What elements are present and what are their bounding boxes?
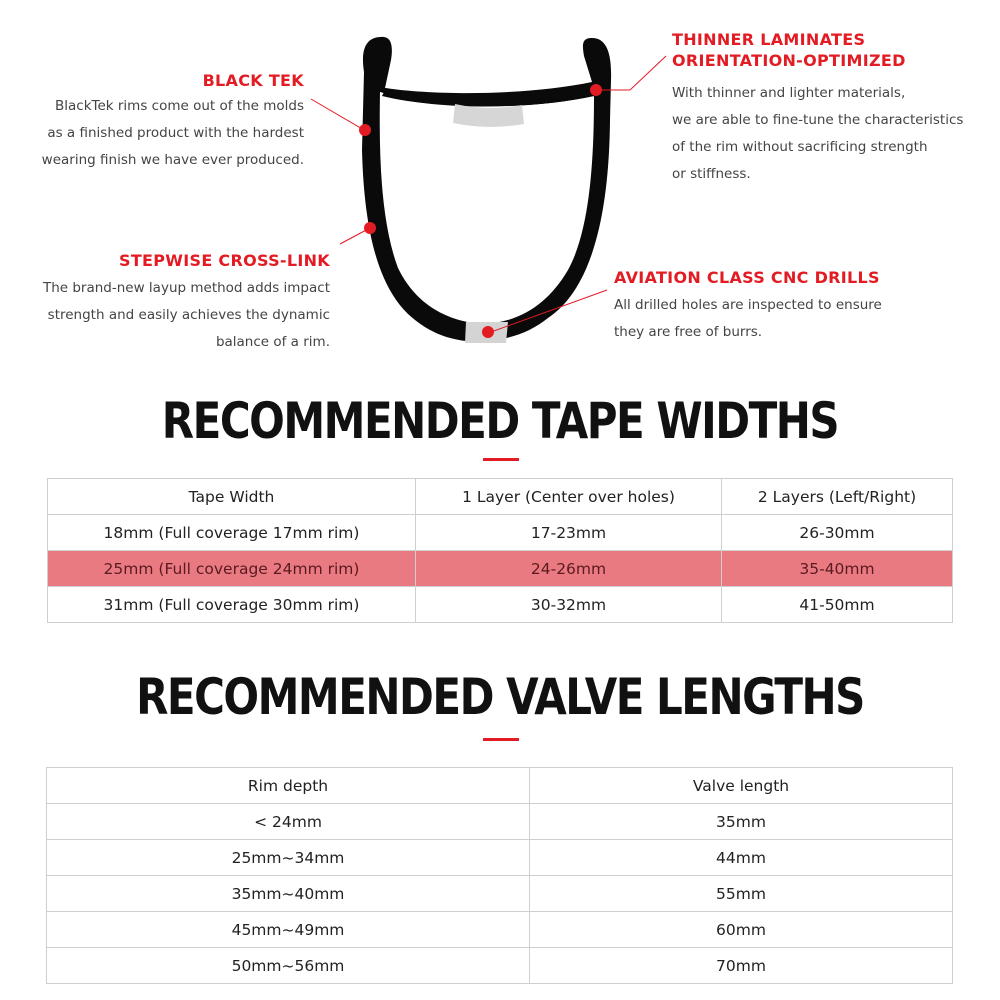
callout-body-thinner xyxy=(672,80,963,188)
rim-top-band xyxy=(453,104,524,127)
callout-title-thinner xyxy=(672,29,906,71)
valve-lengths-heading: RECOMMENDED VALVE LENGTHS xyxy=(136,668,864,726)
table-cell: 70mm xyxy=(530,948,953,984)
callout-line: of the rim without sacrificing strength xyxy=(672,139,928,155)
callout-line: The brand-new layup method adds impact xyxy=(42,280,330,296)
table-row xyxy=(47,912,953,948)
table-cell: 24-26mm xyxy=(416,551,722,587)
callout-body-black-tek xyxy=(42,93,304,174)
marker-dot-aviation xyxy=(482,326,494,338)
callout-line: strength and easily achieves the dynamic xyxy=(47,307,330,323)
callout-line: as a finished product with the hardest xyxy=(47,125,304,141)
table-row xyxy=(47,876,953,912)
callout-line: we are able to fine-tune the characteristics xyxy=(672,112,964,128)
tape-widths-table xyxy=(47,478,953,623)
table-cell: 55mm xyxy=(530,876,953,912)
callout-title-line-1: THINNER LAMINATES xyxy=(672,30,866,49)
table-header-row xyxy=(48,479,953,515)
callout-title-line-2: ORIENTATION-OPTIMIZED xyxy=(672,51,906,70)
table-row xyxy=(47,804,953,840)
table-cell: 25mm~34mm xyxy=(47,840,530,876)
table-header-cell: 1 Layer (Center over holes) xyxy=(416,479,722,515)
table-row xyxy=(47,948,953,984)
table-header-row xyxy=(47,768,953,804)
tape-heading-rule xyxy=(483,458,519,461)
callout-line: wearing finish we have ever produced. xyxy=(41,152,304,168)
callout-body-stepwise xyxy=(43,275,330,356)
table-cell: 35mm~40mm xyxy=(47,876,530,912)
table-cell: 30-32mm xyxy=(416,587,722,623)
table-header-cell: Tape Width xyxy=(48,479,416,515)
callout-line: or stiffness. xyxy=(672,166,751,182)
table-cell: 41-50mm xyxy=(722,587,953,623)
table-cell: 31mm (Full coverage 30mm rim) xyxy=(48,587,416,623)
table-cell: 45mm~49mm xyxy=(47,912,530,948)
table-row xyxy=(48,515,953,551)
table-cell: 35-40mm xyxy=(722,551,953,587)
leader-line-thinner xyxy=(630,56,666,90)
marker-dot-thinner xyxy=(590,84,602,96)
valve-lengths-table xyxy=(46,767,953,984)
table-header-cell: 2 Layers (Left/Right) xyxy=(722,479,953,515)
tape-widths-heading: RECOMMENDED TAPE WIDTHS xyxy=(161,392,839,450)
callout-title-black-tek: BLACK TEK xyxy=(202,71,304,90)
callout-title-aviation: AVIATION CLASS CNC DRILLS xyxy=(614,268,880,287)
table-cell: 60mm xyxy=(530,912,953,948)
table-cell: 26-30mm xyxy=(722,515,953,551)
leader-line-black-tek xyxy=(311,99,364,130)
table-row xyxy=(47,840,953,876)
callout-line: balance of a rim. xyxy=(215,334,330,350)
rim-profile-shape xyxy=(362,37,611,342)
callout-title-stepwise: STEPWISE CROSS-LINK xyxy=(119,251,330,270)
callout-line: BlackTek rims come out of the molds xyxy=(54,98,304,114)
callout-line: they are free of burrs. xyxy=(614,324,763,340)
table-cell: 44mm xyxy=(530,840,953,876)
callout-body-aviation xyxy=(614,292,882,346)
table-row xyxy=(48,587,953,623)
table-header-cell: Rim depth xyxy=(47,768,530,804)
table-header-cell: Valve length xyxy=(530,768,953,804)
callout-line: All drilled holes are inspected to ensure xyxy=(614,297,882,313)
table-row-highlighted xyxy=(48,551,953,587)
marker-dot-stepwise xyxy=(364,222,376,234)
table-cell: 18mm (Full coverage 17mm rim) xyxy=(48,515,416,551)
table-cell: 25mm (Full coverage 24mm rim) xyxy=(48,551,416,587)
table-cell: 50mm~56mm xyxy=(47,948,530,984)
valve-heading-rule xyxy=(483,738,519,741)
table-cell: < 24mm xyxy=(47,804,530,840)
callout-line: With thinner and lighter materials, xyxy=(672,85,906,101)
table-cell: 17-23mm xyxy=(416,515,722,551)
table-cell: 35mm xyxy=(530,804,953,840)
marker-dot-black-tek xyxy=(359,124,371,136)
